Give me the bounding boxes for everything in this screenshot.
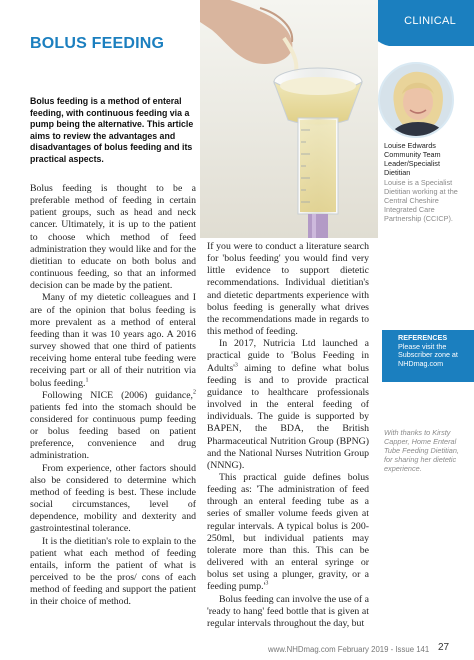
- paragraph-text: In 2017, Nutricia Ltd launched a practical guide to 'Bolus Feeding in Adults': [207, 338, 369, 374]
- paragraph-text: aiming to define what bolus feeding is and to provide practical guidance to healthcare professionals involved in the enteral feeding of individuals. The guide is supported by BAPEN, the BDA, the British Pharmaceutical Nutrition Group (BPNG) and the National Nurses Nutrition Group (NNNG).: [207, 362, 369, 471]
- body-paragraph: Bolus feeding is thought to be a preferable method of feeding in certain patient groups, such as head and neck cancer. Ultimately, it is up to the patient to choose which method of feed administration they would like and for the dietitian to educate on both bolus and continuous feeding, so that an informed decision can be made by the patient.: [30, 183, 196, 292]
- reference-marker: 3: [265, 581, 269, 588]
- body-paragraph: [207, 472, 369, 594]
- body-paragraph: It is the dietitian's role to explain to the patient what each method of feeding entails, inform the patient of what is perceived to be the pros/ cons of each method of feeding and support the patient in their choice of method.: [30, 535, 196, 608]
- body-paragraph: If you were to conduct a literature search for 'bolus feeding' you would find very little evidence to support dietetic recommendations. Individual dietitian's and dietetic departments experience with bolus feeding is generally what drives the recommendations made in regards to this method of feeding.: [207, 241, 369, 338]
- references-title: REFERENCES: [398, 333, 448, 342]
- author-portrait-illustration: [380, 64, 454, 138]
- author-name: Louise Edwards: [384, 141, 436, 150]
- paragraph-text: Following NICE (2006) guidance,: [42, 389, 193, 401]
- author-bio: Louise is a Specialist Dietitian working at the Central Cheshire Integrated Care Partnership (CCICP).: [384, 178, 458, 223]
- author-role: Community Team Leader/Specialist Dietitian: [384, 150, 441, 177]
- body-paragraph: [30, 292, 196, 389]
- body-column-left: [30, 183, 196, 608]
- article-lede: Bolus feeding is a method of enteral feeding, with continuous feeding via a pump being the alternative. This article aims to review the advantages and disadvantages of bolus feeding and its practical aspects.: [30, 96, 194, 164]
- acknowledgement-note: With thanks to Kirsty Capper, Home Enteral Tube Feeding Dietitian, for sharing her dietetic experience.: [384, 428, 459, 473]
- paragraph-text: Many of my dietetic colleagues and I are of the opinion that bolus feeding is more prevalent as a method of enteral feeding than it was 10 years ago. A 2016 survey showed that one third of patients receiving home enteral tube feeding were receiving part or all of their nutrition via bolus feeding.: [30, 292, 196, 389]
- author-credit: [384, 141, 464, 177]
- body-paragraph: [30, 390, 196, 463]
- author-photo: [378, 62, 454, 138]
- body-paragraph: Bolus feeding can involve the use of a 'ready to hang' feed bottle that is given at regular intervals throughout the day, but: [207, 593, 369, 629]
- reference-marker: 3: [234, 362, 238, 369]
- footer-meta: www.NHDmag.com February 2019 - Issue 141: [268, 645, 430, 654]
- references-text: Please visit the Subscriber zone at NHDmag.com: [398, 341, 458, 368]
- reference-marker: 1: [85, 377, 89, 384]
- paragraph-text: patients fed into the stomach should be considered for continuous pump feeding or bolus feeding based on patient preference, convenience and drug administration.: [30, 401, 196, 462]
- body-paragraph: From experience, other factors should also be considered to determine which method of feeding is best. These include social circumstances, level of dependence, mobility and dexterity and gastrointestinal tolerance.: [30, 462, 196, 535]
- section-label: CLINICAL: [404, 15, 456, 27]
- page-number: 27: [438, 642, 450, 653]
- reference-marker: 2: [193, 389, 196, 396]
- body-column-middle: [207, 241, 369, 630]
- article-title: BOLUS FEEDING: [30, 35, 165, 52]
- hero-photo: [200, 0, 378, 238]
- references-box: [382, 330, 474, 382]
- syringe-illustration: [200, 0, 378, 238]
- body-paragraph: [207, 338, 369, 472]
- paragraph-text: This practical guide defines bolus feeding as: 'The administration of feed through an enteral feeding tube as a series of smaller volume feeds given at regular intervals. A typical bolus is 200-250ml, but individual patients may tolerate more than this. This can be delivered with an enteral syringe or bolus set using a plunger, gravity, or a feeding pump.': [207, 471, 369, 593]
